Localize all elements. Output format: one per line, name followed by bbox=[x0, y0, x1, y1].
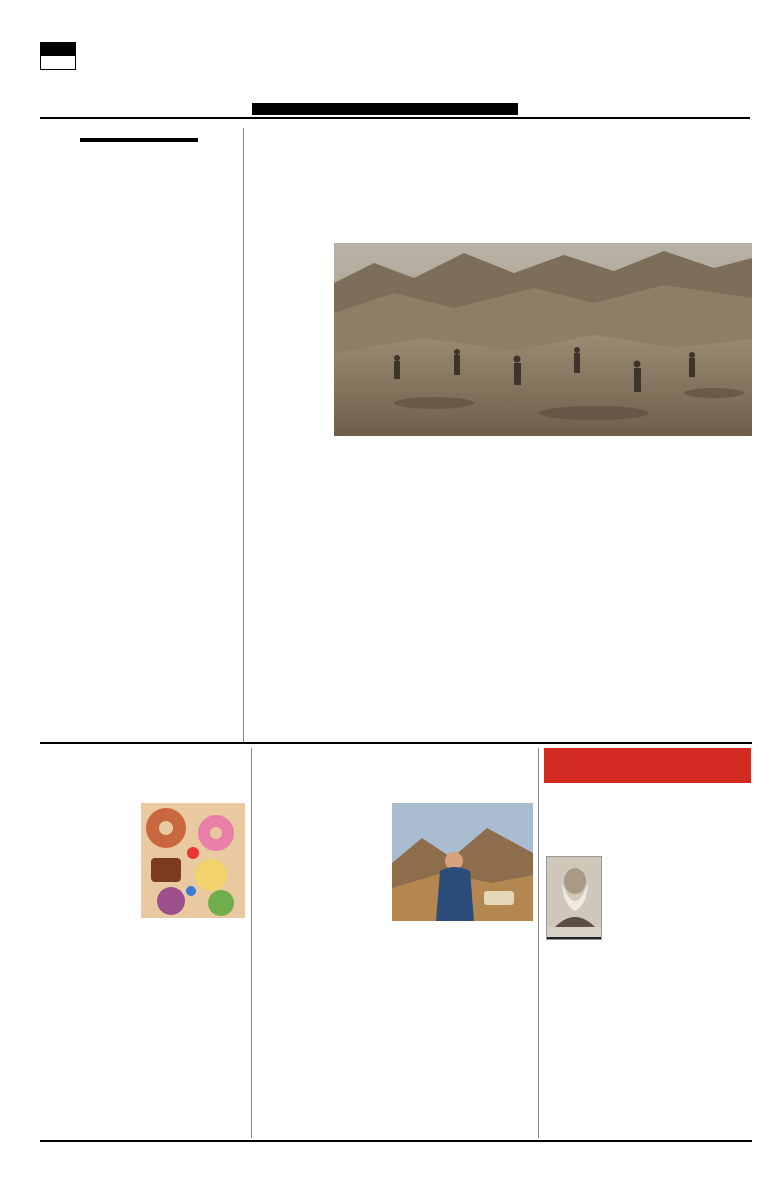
page-number-box bbox=[40, 42, 76, 70]
poem-banner bbox=[544, 748, 751, 783]
column-divider bbox=[251, 748, 252, 1138]
sugary-column-2 bbox=[143, 922, 246, 1138]
editorial-kicker bbox=[80, 138, 198, 142]
man-mountains-image bbox=[392, 803, 533, 921]
processed-column-2 bbox=[393, 925, 533, 1138]
section-rule bbox=[40, 1140, 752, 1142]
dateline-bar bbox=[252, 103, 518, 115]
processed-column-1 bbox=[286, 803, 388, 1138]
desert-landscape-image bbox=[334, 243, 752, 436]
lead-column-5 bbox=[652, 441, 752, 738]
column-divider bbox=[538, 748, 539, 1138]
sweets-image bbox=[141, 803, 245, 918]
lead-column-2 bbox=[334, 441, 435, 738]
lead-column-1 bbox=[230, 246, 328, 738]
poem-text bbox=[566, 812, 748, 1102]
processed-photo bbox=[392, 803, 533, 921]
lead-column-3 bbox=[440, 441, 541, 738]
editorial-body bbox=[40, 198, 238, 738]
sugary-photo bbox=[141, 803, 245, 918]
lead-column-4 bbox=[546, 441, 647, 738]
sugary-column-1 bbox=[40, 803, 137, 1138]
section-rule bbox=[40, 742, 752, 744]
masthead-right-quote bbox=[570, 36, 740, 39]
lead-photo bbox=[334, 243, 752, 436]
editorial bbox=[40, 138, 238, 740]
page-label bbox=[41, 43, 75, 56]
masthead-rule bbox=[40, 117, 750, 119]
masthead-left-quote bbox=[92, 24, 278, 27]
